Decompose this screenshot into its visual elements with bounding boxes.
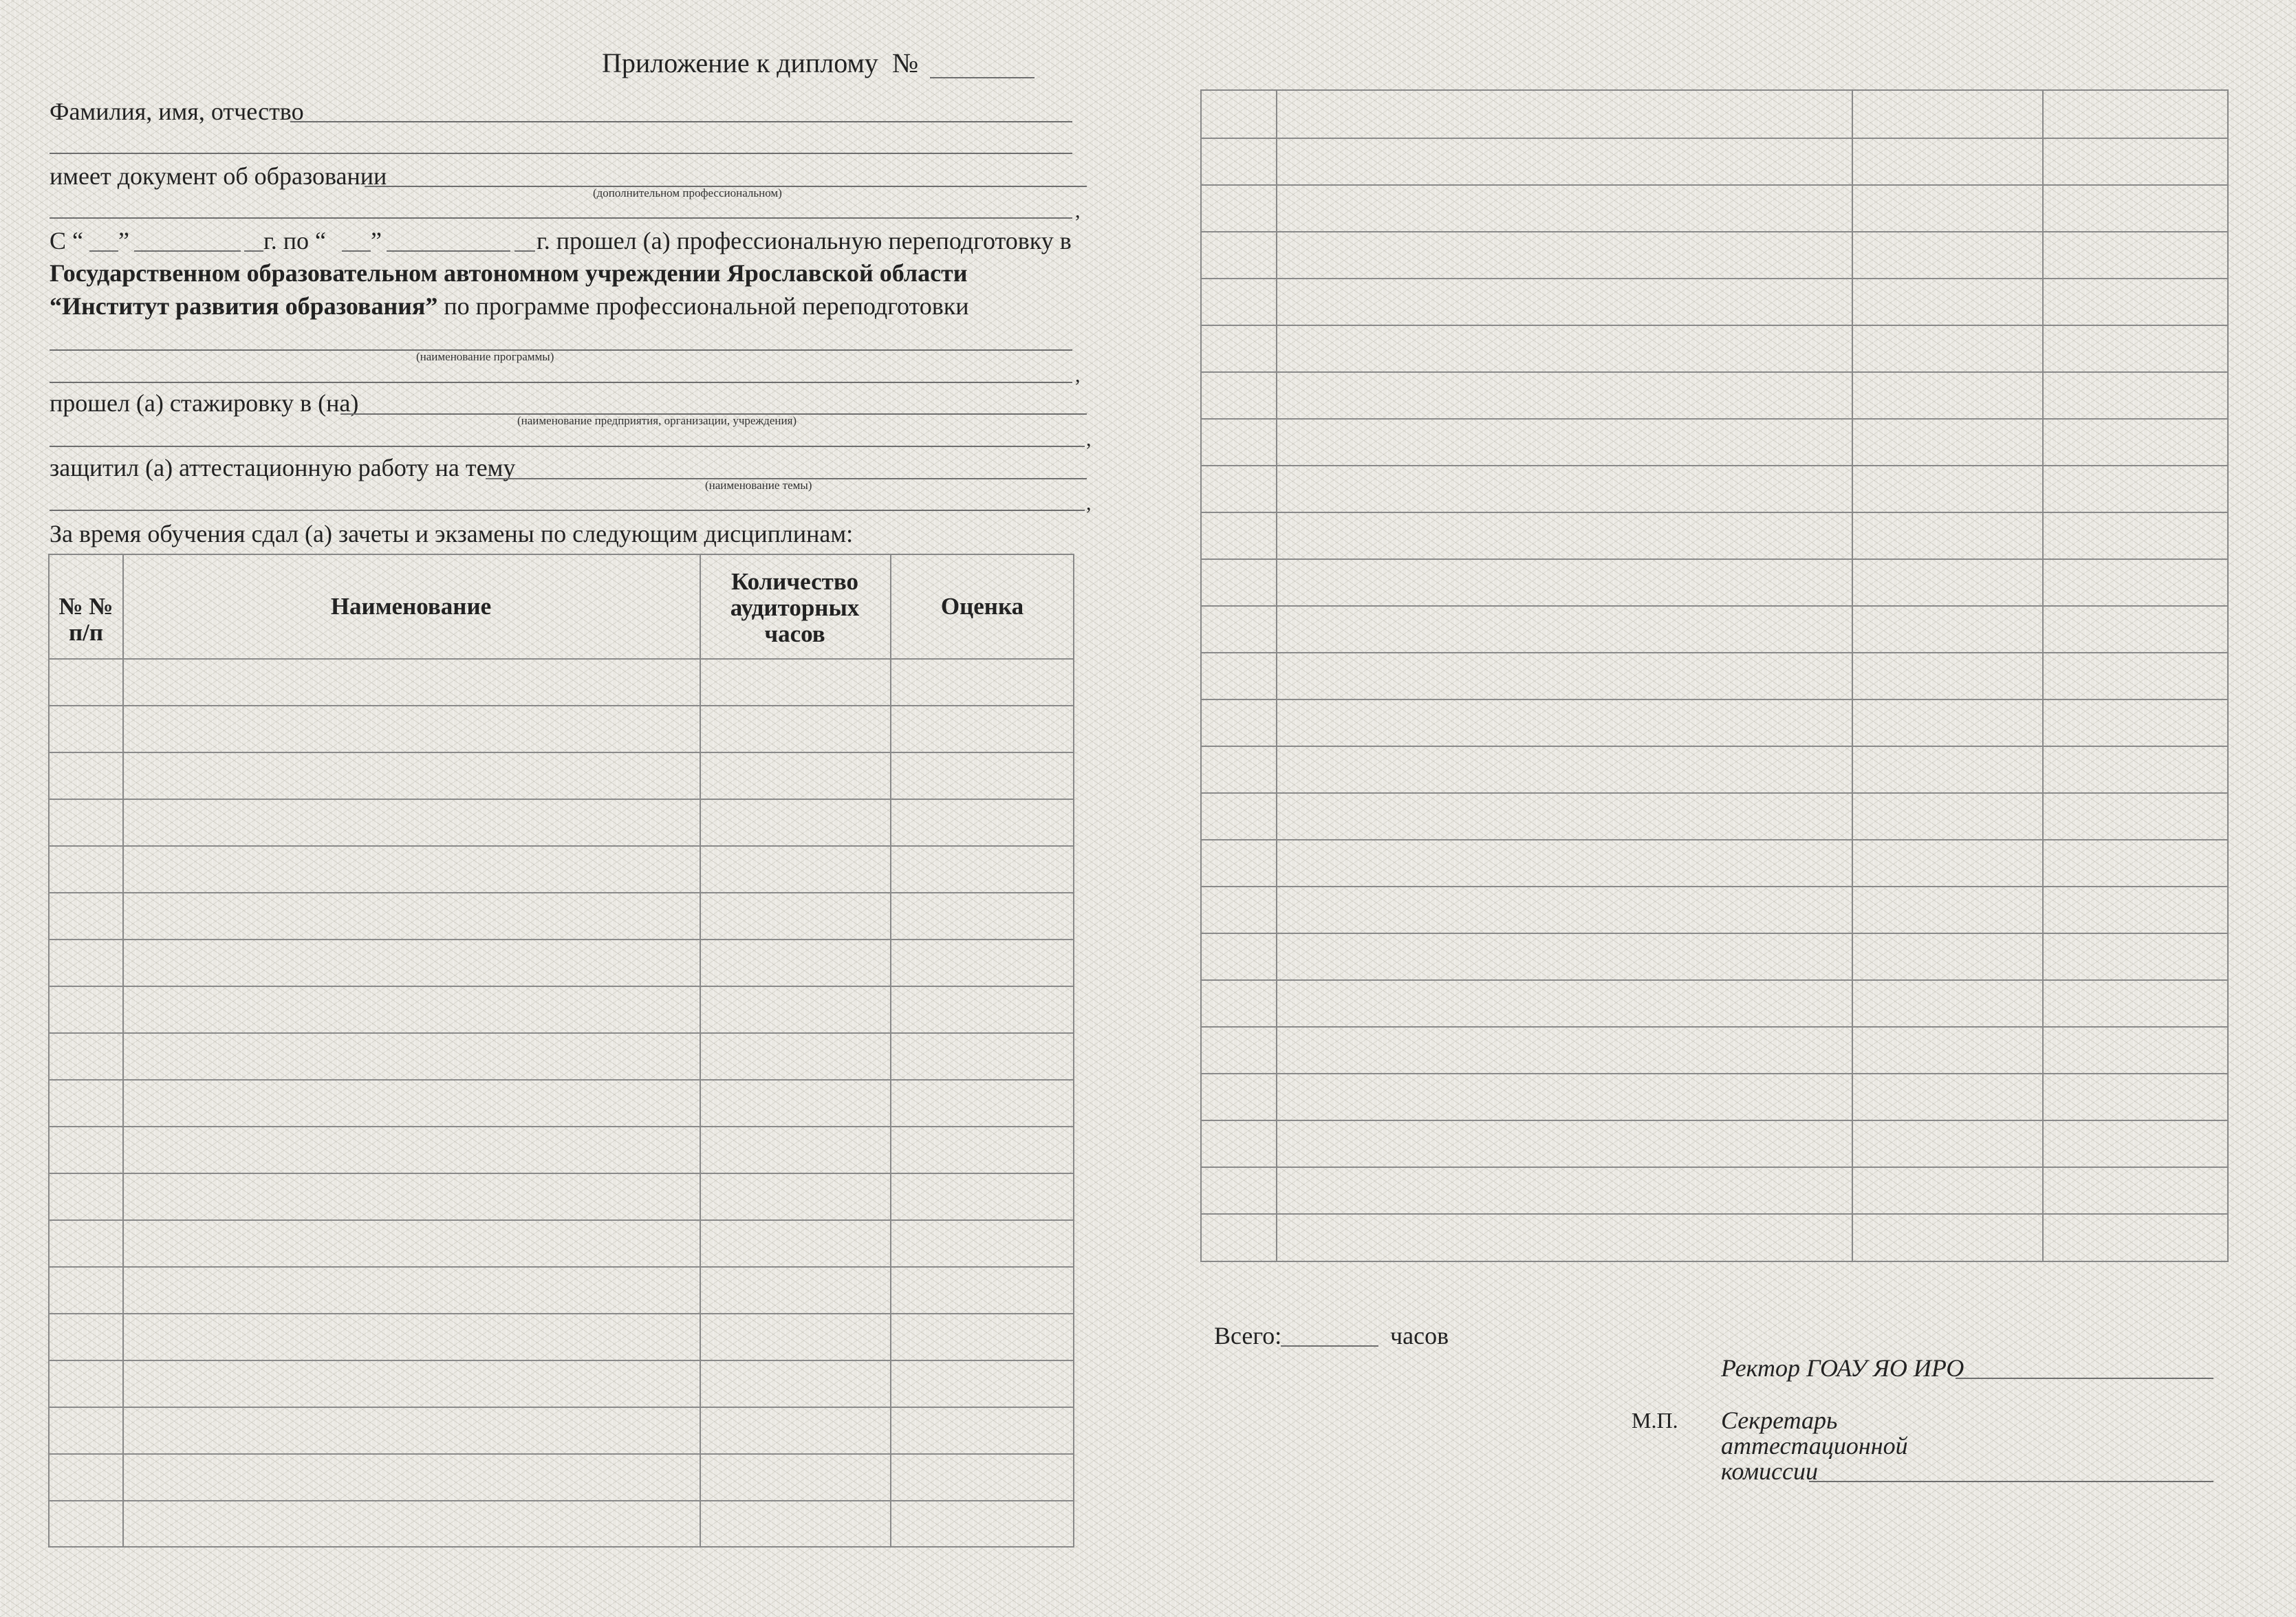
table-row[interactable] [1202,746,2227,747]
table-row[interactable] [50,1266,1073,1268]
col-header-grade: Оценка [940,593,1024,620]
internship-label: прошел (а) стажировку в (на) [50,389,359,417]
institution-line-1: Государственном образовательном автономном учреждении Ярославской области [50,259,968,287]
table-row[interactable] [1202,839,2227,840]
table-row[interactable] [50,1079,1073,1081]
col-divider-1 [122,555,124,1546]
table-row[interactable] [1202,325,2227,326]
table-row[interactable] [1202,699,2227,700]
table-row[interactable] [1202,1073,2227,1074]
table-row[interactable] [50,1453,1073,1455]
col-header-hours-line-2: аудиторных [730,594,860,621]
document-hint: (дополнительном профессиональном) [593,186,782,199]
table-row[interactable] [1202,512,2227,513]
col-header-name: Наименование [330,593,492,620]
table-row[interactable] [1202,1213,2227,1215]
thesis-field-line-2[interactable] [50,510,1085,511]
table-row[interactable] [50,1500,1073,1501]
period-end-month-field[interactable] [387,250,510,252]
table-row[interactable] [1202,184,2227,186]
total-label: Всего: [1214,1322,1282,1349]
col-header-number [50,594,122,646]
comma-1: , [1075,199,1081,222]
col-header-number-line-2: п/п [68,619,104,646]
table-row[interactable] [1202,1166,2227,1168]
table-row[interactable] [50,1407,1073,1408]
diploma-number-field[interactable] [930,77,1035,78]
table-row[interactable] [1202,792,2227,794]
period-quote-2: ” [371,227,382,254]
rector-label: Ректор ГОАУ ЯО ИРО [1721,1354,1964,1382]
number-sign [892,47,919,78]
table-row[interactable] [50,705,1073,706]
secretary-line-2: аттестационной [1721,1432,1908,1459]
document-field-line-2[interactable] [50,217,1072,219]
program-field-line-2[interactable] [50,382,1072,383]
stamp-label: М.П. [1632,1408,1678,1433]
secretary-line-3: комиссии [1721,1457,1819,1485]
col-divider-2 [1852,91,1853,1261]
title-text: Приложение к диплому [602,47,878,78]
disciplines-table-continued [1200,89,2229,1262]
table-row[interactable] [1202,418,2227,420]
table-row[interactable] [1202,558,2227,560]
col-header-hours-line-3: часов [764,620,825,647]
col-header-hours [700,569,890,647]
table-row[interactable] [1202,979,2227,981]
table-row[interactable] [50,1126,1073,1127]
table-row[interactable] [1202,465,2227,466]
period-end-day-field[interactable] [342,250,371,252]
comma-4: , [1086,492,1092,514]
col-divider-2 [700,555,701,1546]
program-hint: (наименование программы) [416,350,554,363]
table-row[interactable] [50,845,1073,847]
internship-hint: (наименование предприятия, организации, учреждения) [517,414,797,427]
comma-2: , [1075,364,1081,387]
period-start-day-field[interactable] [89,250,118,252]
table-row[interactable] [1202,886,2227,887]
col-header-number-line-1: № № [58,593,113,620]
table-row[interactable] [1202,652,2227,653]
institution-name: “Институт развития образования” [50,292,438,320]
table-row[interactable] [50,986,1073,987]
secretary-line-1: Секретарь [1721,1407,1838,1434]
table-row[interactable] [50,1032,1073,1034]
fio-label: Фамилия, имя, отчество [50,98,304,125]
internship-field-line-2[interactable] [50,446,1085,447]
period-end-year-field[interactable] [515,250,535,252]
rector-signature-field[interactable] [1956,1378,2213,1379]
col-divider-3 [890,555,891,1546]
disciplines-table [48,554,1074,1548]
period-g-po: г. по “ [263,227,326,254]
fio-field[interactable] [290,121,1072,122]
col-divider-3 [2042,91,2044,1261]
table-row[interactable] [1202,278,2227,279]
col-divider-1 [1276,91,1277,1261]
table-row[interactable] [1202,1120,2227,1121]
comma-3: , [1086,428,1092,451]
number-sign-text: № [892,47,919,78]
document-label: имеет документ об образовании [50,162,387,190]
table-row[interactable] [50,939,1073,940]
hours-label: часов [1390,1322,1449,1349]
period-s: С “ [50,227,83,254]
period-rest: г. прошел (а) профессиональную переподготовку в [537,227,1072,254]
table-row[interactable] [1202,231,2227,232]
table-row[interactable] [1202,1026,2227,1028]
period-start-month-field[interactable] [134,250,241,252]
table-row[interactable] [50,1173,1073,1174]
table-row[interactable] [50,1313,1073,1314]
exams-intro: За время обучения сдал (а) зачеты и экзамены по следующим дисциплинам: [50,520,854,547]
program-intro: по программе профессиональной переподготовки [437,292,969,320]
period-start-year-field[interactable] [244,250,263,252]
table-row[interactable] [1202,605,2227,607]
table-row[interactable] [50,752,1073,753]
institution-line-2 [50,292,969,320]
col-header-hours-line-1: Количество [730,568,859,595]
table-row[interactable] [1202,371,2227,373]
table-row[interactable] [1202,933,2227,934]
fio-field-line-2[interactable] [50,153,1072,154]
program-field[interactable] [50,349,1072,351]
total-hours-field[interactable] [1281,1345,1378,1347]
table-row[interactable] [50,799,1073,800]
page-title [602,47,878,78]
thesis-hint: (наименование темы) [705,479,812,492]
secretary-signature-field[interactable] [1809,1481,2213,1482]
period-quote-1: ” [118,227,129,254]
table-row[interactable] [50,892,1073,893]
table-row[interactable] [50,658,1073,660]
table-row[interactable] [1202,138,2227,139]
thesis-label: защитил (а) аттестационную работу на тему [50,454,516,481]
table-row[interactable] [50,1219,1073,1221]
table-row[interactable] [50,1360,1073,1361]
